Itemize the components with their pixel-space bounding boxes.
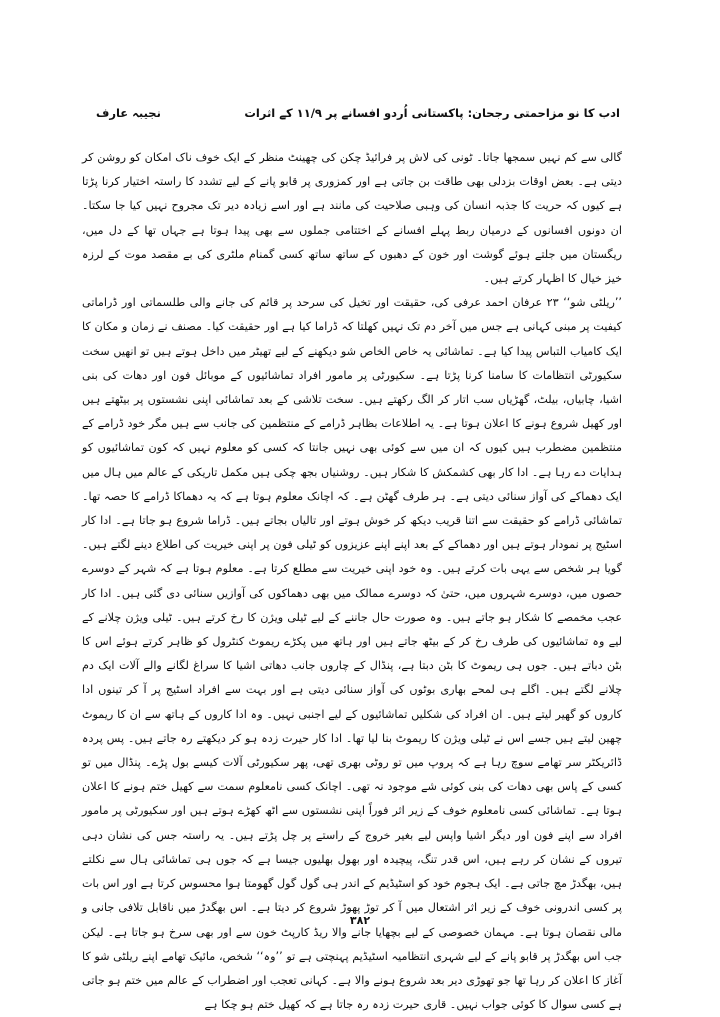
header-title: ادب کا نو مزاحمتی رجحان: پاکستانی اُردو افسانے پر ۱۱/۹ کے اثرات — [244, 106, 620, 120]
body-text — [82, 146, 622, 1017]
page-number: ۳۸۲ — [349, 914, 371, 927]
paragraph-2: ’’ریلٹی شو‘‘ ۲۳ عرفان احمد عرفی کی، حقیقت اور تخیل کی سرحد پر قائم کی جانے والی طلسماتی اور ڈراماتی کیفیت پر مبنی کہانی ہے جس میں آخر دم تک نہیں کھلتا کہ ڈراما کیا ہے اور حقیقت کیا۔ مصنف نے زمان و مکان کا ایک کامیاب التباس پیدا کیا ہے۔ تماشائی یہ خاص الخاص شو دیکھنے کے لیے تھیٹر میں داخل ہوتے ہیں تو انھیں سخت سکیورٹی انتظامات کا سامنا کرنا پڑتا ہے۔ سکیورٹی پر مامور افراد تماشائیوں کے موبائل فون اور دھات کی بنی اشیا، چابیاں، بیلٹ، گھڑیاں سب اتار کر الگ رکھتے ہیں۔ سخت تلاشی کے بعد تماشائی اپنی نشستوں پر بیٹھتے ہیں اور کھیل شروع ہونے کا اعلان ہوتا ہے۔ یہ اطلاعات بظاہر ڈرامے کے منتظمین کی جانب سے ہیں مگر خود ڈرامے کے منتظمین مضطرب ہیں کیوں کہ ان میں سے کوئی بھی نہیں جانتا کہ کسی کو معلوم نہیں کہ کون تماشائیوں کو ہدایات دے رہا ہے۔ ادا کار بھی کشمکش کا شکار ہیں۔ روشنیاں بجھ چکی ہیں مکمل تاریکی کے عالم میں ہال میں ایک دھماکے کی آواز سنائی دیتی ہے۔ ہر طرف گھٹن ہے۔ کہ اچانک معلوم ہوتا ہے کہ یہ دھماکا ڈرامے کا حصہ تھا۔ تماشائی ڈرامے کو حقیقت سے اتنا قریب دیکھ کر خوش ہوتے اور تالیاں بجاتے ہیں۔ ڈراما شروع ہو جاتا ہے۔ ادا کار اسٹیج پر نمودار ہوتے ہیں اور دھماکے کے بعد اپنے اپنے عزیزوں کو ٹیلی فون پر اپنی خیریت کی اطلاع دینے لگتے ہیں۔ گویا ہر شخص سے یہی بات کرتے ہیں۔ وہ خود اپنی خیریت سے مطلع کرتا ہے۔ معلوم ہوتا ہے کہ شہر کے دوسرے حصوں میں، دوسرے شہروں میں، حتیٰ کہ دوسرے ممالک میں بھی دھماکوں کی آوازیں سنائی دی گئی ہیں۔ ادا کار عجب مخمصے کا شکار ہو جاتے ہیں۔ وہ صورت حال جاننے کے لیے ٹیلی ویژن کا رخ کرتے ہیں۔ ٹیلی ویژن چلانے کے لیے وہ تماشائیوں کی طرف رخ کر کے بیٹھ جاتے ہیں اور ہاتھ میں پکڑے ریموٹ کنٹرول کو ظاہر کرتے ہوئے اس کا بٹن دباتے ہیں۔ جوں ہی ریموٹ کا بٹن دبتا ہے، پنڈال کے چاروں جانب دھاتی اشیا کا سراغ لگانے والے آلات ایک دم چلانے لگتے ہیں۔ اگلے ہی لمحے بھاری بوٹوں کی آواز سنائی دیتی ہے اور بہت سے افراد اسٹیج پر آ کر تینوں ادا کاروں کو گھیر لیتے ہیں۔ ان افراد کی شکلیں تماشائیوں کے لیے اجنبی نہیں۔ وہ ادا کاروں کے ہاتھ سے ان کا ریموٹ چھین لیتے ہیں جسے اس نے ٹیلی ویژن کا ریموٹ بنا لیا تھا۔ ادا کار حیرت زدہ ہو کر دیکھتے رہ جاتے ہیں۔ پس پردہ ڈائریکٹر سر تھامے سوچ رہا ہے کہ پروپ میں تو روٹی بھری تھی، پھر سکیورٹی آلات کیسے بول پڑے۔ پنڈال میں تو کسی کے پاس بھی دھات کی بنی کوئی شے موجود نہ تھی۔ اچانک کسی نامعلوم سمت سے کھیل ختم ہونے کا اعلان ہوتا ہے۔ تماشائی کسی نامعلوم خوف کے زیر اثر فوراً اپنی نشستوں سے اٹھ کھڑے ہوتے ہیں اور سکیورٹی پر مامور افراد سے اپنے فون اور دیگر اشیا واپس لیے بغیر خروج کے راستے پر چل پڑتے ہیں۔ یہ راستہ جس کی نشان دہی تیروں کے نشان کر رہے ہیں، اس قدر تنگ، پیچیدہ اور بھول بھلیوں جیسا ہے کہ جوں ہی تماشائی ہال سے نکلتے ہیں، بھگدڑ مچ جاتی ہے۔ ایک ہجوم خود کو اسٹیڈیم کے اندر ہی گول گول گھومتا ہوا محسوس کرتا ہے اور اس بات پر کسی اندرونی خوف کے زیر اثر اشتعال میں آ کر توڑ پھوڑ شروع کر دیتا ہے۔ اس بھگدڑ میں ناقابل تلافی جانی و مالی نقصان ہوتا ہے۔ مہمان خصوصی کے لیے بچھایا جانے والا ریڈ کارپٹ خون سے اور بھی سرخ ہو جاتا ہے۔ لیکن جب اس بھگدڑ پر قابو پانے کے لیے شہری انتظامیہ اسٹیڈیم پہنچتی ہے تو ’’وہ‘‘ شخص، مائیک تھامے اپنے ریلٹی شو کا آغاز کا اعلان کر رہا تھا جو تھوڑی دیر بعد شروع ہونے والا ہے۔ کہانی تعجب اور اضطراب کے عالم میں ختم ہو جاتی ہے کسی سوال کا کوئی جواب نہیں۔ قاری حیرت زدہ رہ جاتا ہے کہ کھیل ختم ہو چکا ہے — [82, 296, 622, 1012]
header-author: نجیبہ عارف — [96, 106, 161, 120]
running-header — [96, 106, 620, 126]
paragraph-1: گالی سے کم نہیں سمجھا جاتا۔ ٹونی کی لاش پر فرائیڈ چکن کی چھینٹ منظر کے ایک خوف ناک امکان کو روشن کر دیتی ہے۔ بعض اوقات بزدلی بھی طاقت بن جاتی ہے اور کمزوری پر قابو پانے کے لیے تشدد کا راستہ اختیار کرنا پڑتا ہے کیوں کہ حریت کا جذبہ انسان کی وہبی صلاحیت کی مانند ہے اور اسے زیادہ دیر تک مجروح نہیں کیا جا سکتا۔ ان دونوں افسانوں کے درمیان ربط پہلے افسانے کے اختتامی جملوں سے بھی پیدا ہوتا ہے جہاں تھا کے دل میں، ریگستان میں جلتے ہوئے گوشت اور خون کے دھبوں کے ساتھ ساتھ کسی گمنام ملٹری کی بے مقصد موت کے لرزہ خیز خیال کا اظہار کرتے ہیں۔ — [82, 151, 622, 286]
